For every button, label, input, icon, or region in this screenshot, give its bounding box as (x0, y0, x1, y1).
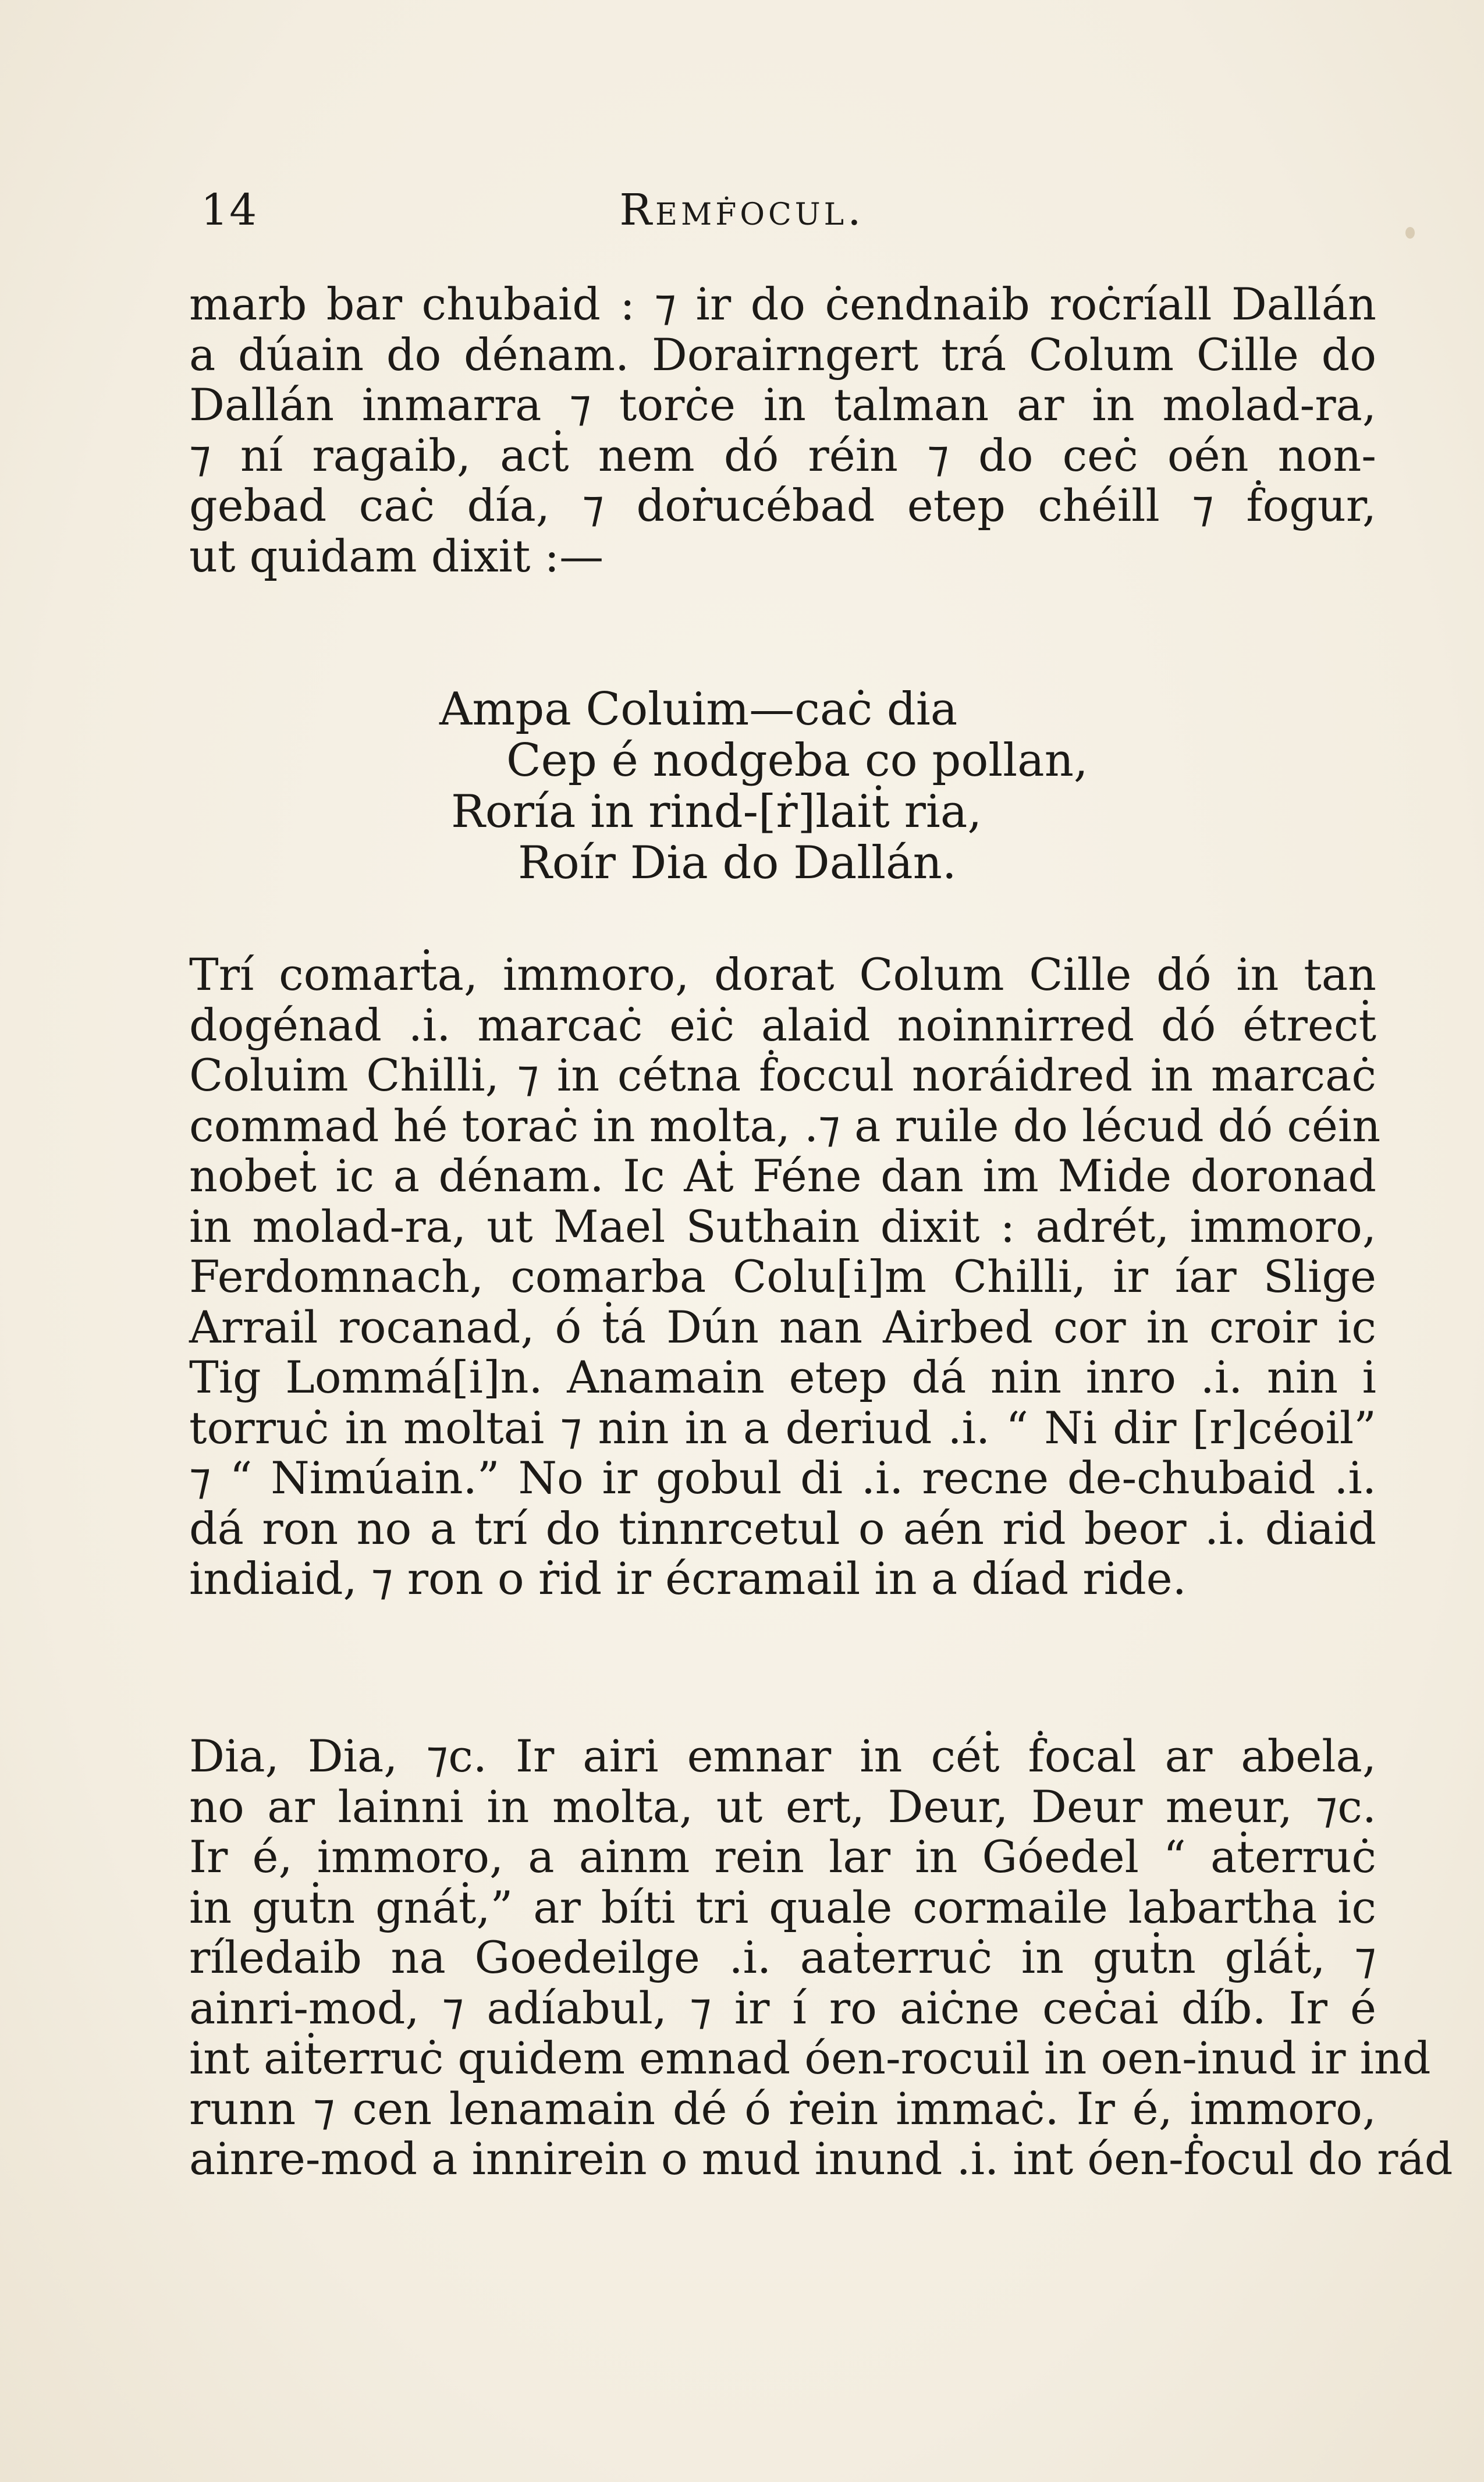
text-line: ríledaib na Goedeilge .i. aaṫerruċ in guṫn gláṫ, ⁊ (189, 1931, 1376, 1983)
text-line: ainri-mod, ⁊ adíabul, ⁊ ir í ro aiċne ceċai díb. Ir é (189, 1982, 1376, 2034)
text-line: Dallán inmarra ⁊ torċe in talman ar in molad-ra, (189, 379, 1376, 431)
running-head: Remḟocul. (619, 185, 865, 235)
text-line: runn ⁊ cen lenamain dé ó ṙein immaċ. Ir é, immoro, (189, 2082, 1376, 2135)
text-line: torruċ in moltai ⁊ nin in a deriud .i. “ Ni dir [r]céoil” (189, 1401, 1376, 1454)
text-line: Ferdomnach, comarba Colu[i]m Chilli, ir íar Slige (189, 1251, 1376, 1302)
text-line: Coluim Chilli, ⁊ in cétna ḟoccul noráidred in marcaċ (189, 1049, 1376, 1101)
text-line: dogénad .i. marcaċ eiċ alaid noinnirred dó étrecṫ (189, 999, 1376, 1051)
text-line: commad hé toraċ in molta, .⁊ a ruile do lécud dó céin (189, 1099, 1381, 1152)
verse-quatrain (439, 684, 1254, 889)
text-line: gebad caċ día, ⁊ doṙucébad etep chéill ⁊ ḟogur, (189, 480, 1376, 531)
text-line: dá ron no a trí do tinnrcetul o aén rid beor .i. diaid (189, 1502, 1376, 1554)
text-line: Dia, Dia, ⁊c. Ir airi emnar in céṫ ḟocal ar abela, (189, 1730, 1376, 1782)
text-line: no ar lainni in molta, ut ert, Deur, Deur meur, ⁊c. (189, 1780, 1376, 1833)
paragraph-3 (189, 1730, 1453, 2185)
page-header (201, 185, 1283, 249)
paragraph-2 (189, 949, 1381, 1604)
verse-line: Roría in rind-[ṙ]laiṫ ria, (451, 786, 982, 838)
text-line: ut quidam dixit :— (189, 530, 604, 582)
text-line: ⁊ ní ragaib, acṫ nem dó réin ⁊ do ceċ oén non- (189, 429, 1376, 481)
verse-line: Cep é nodgeba co pollan, (506, 734, 1088, 787)
text-line: in guṫn gnáṫ,” ar bíti tri quale cormaile labartha ic (189, 1881, 1376, 1933)
paper-stain (1405, 227, 1415, 239)
page-number: 14 (201, 185, 258, 235)
text-line: nobeṫ ic a dénam. Ic Aṫ Féne dan im Mide doronad (189, 1150, 1376, 1202)
text-line: in molad-ra, ut Mael Suthain dixit : adrét, immoro, (189, 1200, 1376, 1252)
paragraph-1 (189, 279, 1376, 581)
verse-line: Roír Dia do Dallán. (518, 837, 957, 889)
text-line: marb bar chubaid : ⁊ ir do ċendnaib roċríall Dallán (189, 278, 1376, 330)
text-line: Ir é, immoro, a ainm rein lar in Góedel “ aṫerruċ (189, 1831, 1376, 1883)
text-line: indiaid, ⁊ ron o ṙid ir écramail in a díad ride. (189, 1553, 1187, 1604)
text-line: a dúain do dénam. Dorairngert trá Colum Cille do (189, 328, 1376, 381)
text-line: Arrail rocanad, ó ṫá Dún nan Airbed cor in croir ic (189, 1301, 1376, 1353)
text-line: Tig Lommá[i]n. Anamain etep dá nin inro .i. nin i (189, 1351, 1376, 1403)
text-line: ⁊ “ Nimúain.” No ir gobul di .i. recne de-chubaid .i. (189, 1452, 1376, 1504)
text-line: Trí comarṫa, immoro, dorat Colum Cille dó in tan (189, 949, 1376, 1000)
text-line: ainre-mod a innirein o mud inund .i. int óen-ḟocul do rád (189, 2133, 1453, 2185)
verse-line: Ampa Coluim—caċ dia (439, 683, 958, 736)
text-line: int aiṫerruċ quidem emnad óen-rocuil in oen-inud ir ind (189, 2032, 1431, 2084)
